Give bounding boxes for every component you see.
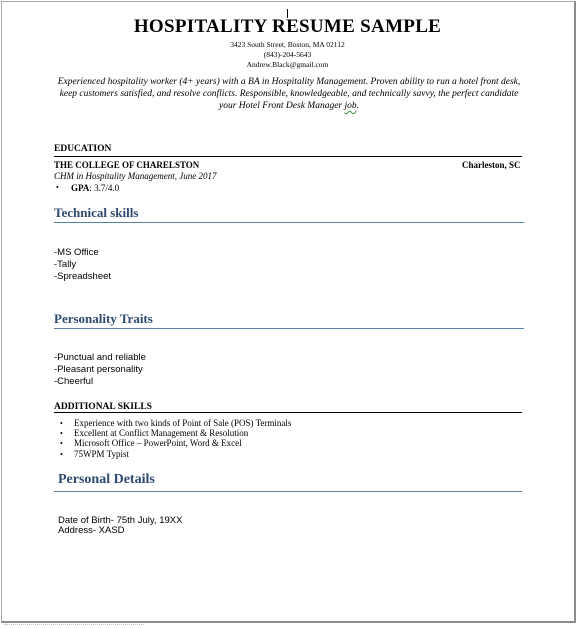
skill-bullet: • bbox=[60, 439, 63, 448]
technical-skill-item[interactable]: -Tally bbox=[54, 259, 77, 270]
skill-bullet: • bbox=[60, 419, 63, 428]
technical-skill-item[interactable]: -Spreadsheet bbox=[54, 271, 112, 282]
education-heading[interactable]: EDUCATION bbox=[54, 144, 112, 154]
summary-text: Experienced hospitality worker (4+ years) with a BA in Hospitality Management. Proven ability to run a hotel front desk, keep customers satisfied, and resolve conflicts. Responsible, knowledgeable, and technically savvy, the perfect candidate your Hotel Front Desk Manager bbox=[57, 77, 521, 111]
gpa-line[interactable] bbox=[71, 183, 119, 193]
summary-misspelled-word[interactable]: job bbox=[344, 101, 357, 111]
gpa-label: GPA bbox=[71, 183, 90, 193]
contact-phone[interactable]: (843)-204-5643 bbox=[263, 50, 312, 59]
personality-traits-rule bbox=[54, 328, 524, 329]
personality-trait-item[interactable]: -Pleasant personality bbox=[54, 364, 143, 375]
personality-trait-item[interactable]: -Punctual and reliable bbox=[54, 352, 146, 363]
contact-email[interactable]: Andrew.Black@gmail.com bbox=[246, 60, 329, 69]
technical-skills-rule bbox=[54, 222, 524, 223]
resume-title[interactable]: HOSPITALITY RESUME SAMPLE bbox=[133, 16, 442, 37]
personal-details-heading[interactable]: Personal Details bbox=[58, 472, 155, 487]
additional-skill-item[interactable]: 75WPM Typist bbox=[74, 449, 129, 459]
additional-skills-heading[interactable]: ADDITIONAL SKILLS bbox=[54, 402, 152, 412]
page-bottom-edge bbox=[4, 624, 144, 628]
personal-address[interactable]: Address- XASD bbox=[58, 525, 125, 536]
education-rule bbox=[54, 156, 522, 157]
additional-skills-rule bbox=[54, 412, 522, 413]
school-location[interactable]: Charleston, SC bbox=[462, 160, 521, 170]
skill-bullet: • bbox=[60, 450, 63, 459]
gpa-value: : 3.7/4.0 bbox=[89, 183, 120, 193]
technical-skill-item[interactable]: -MS Office bbox=[54, 247, 99, 258]
skill-bullet: • bbox=[60, 429, 63, 438]
contact-address[interactable]: 3423 South Street, Boston, MA 02112 bbox=[230, 40, 345, 49]
technical-skills-heading[interactable]: Technical skills bbox=[54, 205, 139, 220]
professional-summary[interactable] bbox=[56, 76, 522, 112]
gpa-bullet: • bbox=[56, 183, 59, 192]
additional-skill-item[interactable]: Experience with two kinds of Point of Sale (POS) Terminals bbox=[74, 418, 292, 428]
additional-skill-item[interactable]: Microsoft Office – PowerPoint, Word & Excel bbox=[74, 438, 242, 448]
personality-traits-heading[interactable]: Personality Traits bbox=[54, 311, 153, 326]
additional-skill-item[interactable]: Excellent at Conflict Management & Resolution bbox=[74, 428, 249, 438]
personal-details-rule bbox=[54, 491, 522, 492]
date-of-birth[interactable]: Date of Birth- 75th July, 19XX bbox=[58, 515, 183, 526]
school-name[interactable]: THE COLLEGE OF CHARELSTON bbox=[54, 160, 200, 170]
degree[interactable]: CHM in Hospitality Management, June 2017 bbox=[54, 171, 217, 181]
summary-end: . bbox=[356, 101, 359, 111]
personality-trait-item[interactable]: -Cheerful bbox=[54, 376, 94, 387]
